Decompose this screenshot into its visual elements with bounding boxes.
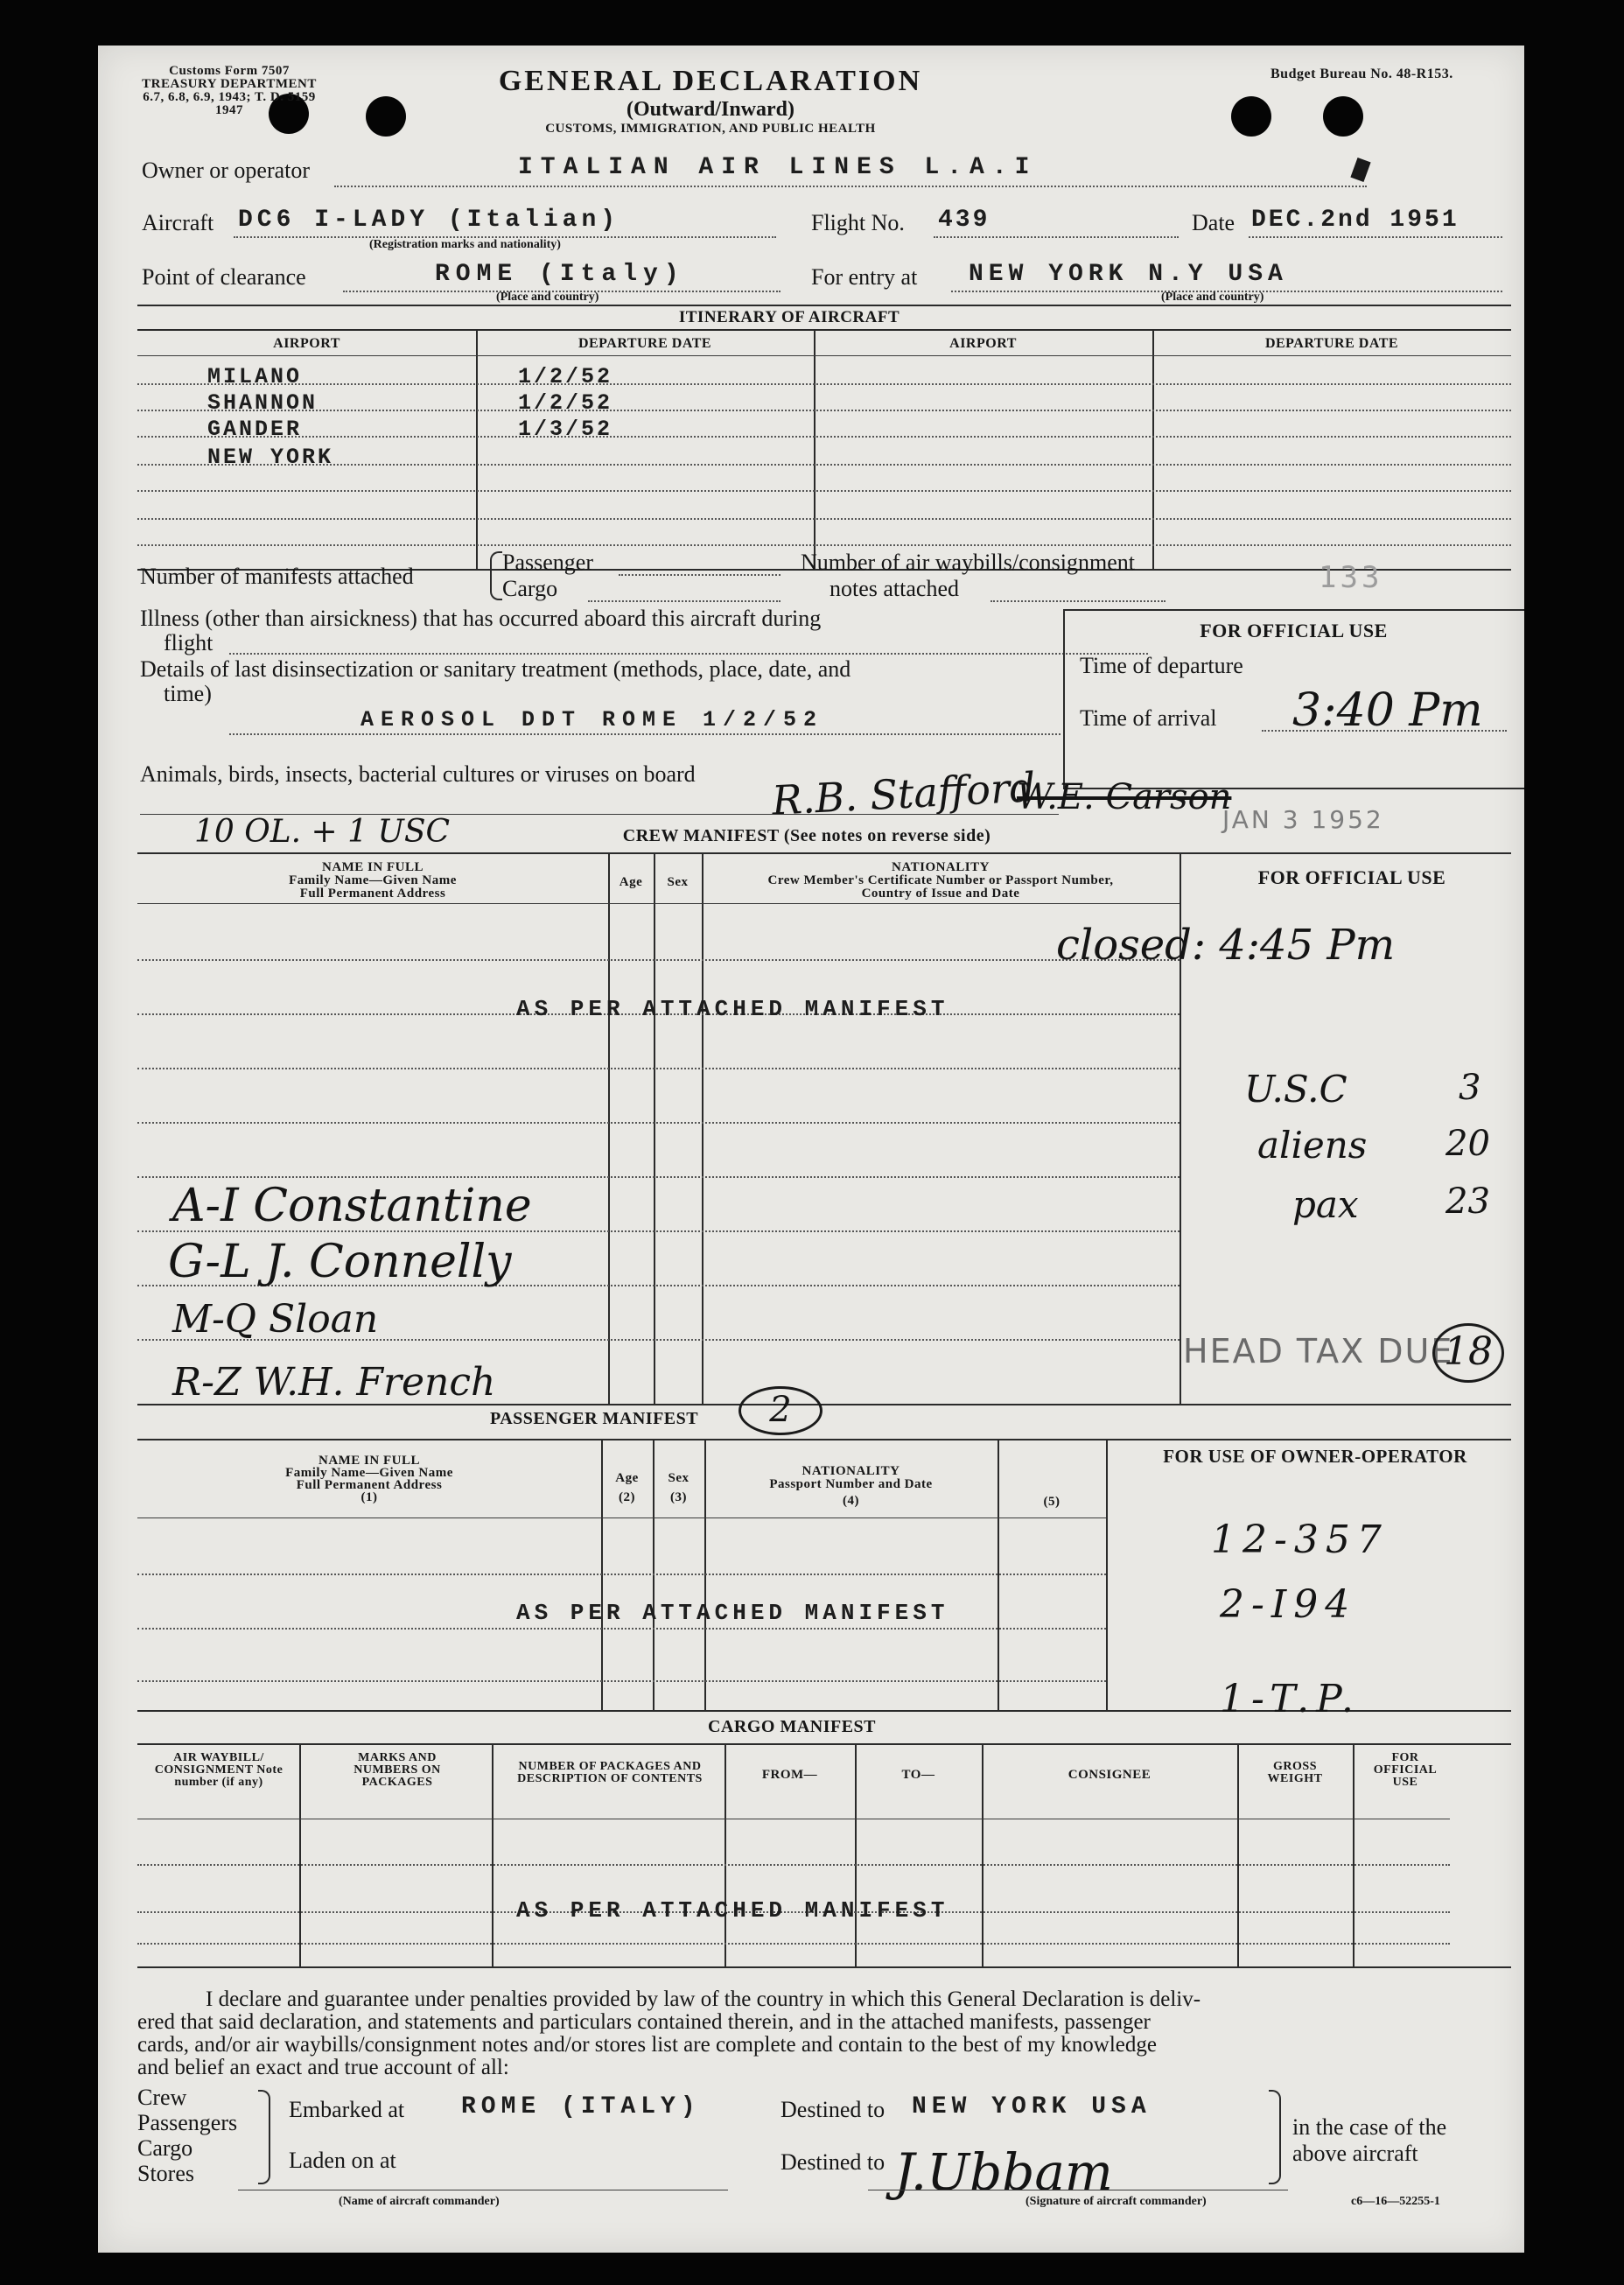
disinsect-line [229,733,1060,735]
itinerary-header-airport: AIRPORT [949,336,1017,351]
declaration-form [98,46,1524,2253]
disinsect-value: AEROSOL DDT ROME 1/2/52 [360,707,824,732]
commander-name-caption: (Name of aircraft commander) [339,2195,500,2208]
declaration-text: I declare and guarantee under penalties provided by law of the country in which this General Declaration is deliv- ered that said declaration, and statements and particulars contained therein, and in the attached manifests, passenger cards, and/or air waybills/consignment notes and/or stores list are complete and contain to the best of my knowledge and belief an exact and true account of all: [137,1987,1201,2079]
crew-signature-2: G-L J. Connelly [168,1236,512,1288]
cargo-col [1237,1743,1239,1966]
itinerary-airport-2: SHANNON [207,390,318,416]
passenger-header-nationality: NATIONALITY Passport Number and Date (4) [769,1464,933,1508]
crew-signature-1: A-I Constantine [172,1180,532,1232]
itinerary-row-line [137,544,1511,546]
illness-line [229,653,1148,655]
passenger-header-line [137,1517,1106,1518]
itinerary-date-2: 1/2/52 [518,390,613,416]
laden-label: Laden on at [289,2148,396,2173]
flight-label: Flight No. [811,210,905,235]
flight-value: 439 [938,207,990,234]
crew-header-nationality: NATIONALITY Crew Member's Certificate Number or Passport Number, Country of Issue and Date [767,860,1114,901]
entry-label: For entry at [811,264,918,290]
note-left: 10 OL. + 1 USC [194,814,451,850]
clearance-label: Point of clearance [142,264,306,290]
cargo-manifest-title: CARGO MANIFEST [708,1717,877,1736]
official-use-title: FOR OFFICIAL USE [1200,620,1388,641]
waybills-label: Number of air waybills/consignment [801,550,1135,575]
crew-col [702,852,704,1404]
cargo-body: AS PER ATTACHED MANIFEST [516,1897,949,1924]
passenger-col [1106,1439,1108,1710]
cargo-row [137,1943,1450,1945]
date-label: Date [1192,210,1236,235]
owner-line [334,186,1367,187]
clearance-value: ROME (Italy) [435,261,685,288]
cargo-col [299,1743,301,1966]
budget-number: Budget Bureau No. 48-R153. [1270,67,1453,81]
punch-hole [1323,96,1363,137]
itinerary-date-1: 1/2/52 [518,364,613,389]
passenger-body: AS PER ATTACHED MANIFEST [516,1600,949,1626]
crew-header-age: Age [619,875,643,889]
aircraft-value: DC6 I-LADY (Italian) [238,207,620,234]
crew-official-use: FOR OFFICIAL USE [1257,866,1446,888]
arrival-time-value: 3:40 Pm [1292,684,1483,737]
cargo-row [137,1864,1450,1866]
head-tax-value: 18 [1432,1323,1504,1383]
usc-count-label: U.S.C [1244,1068,1348,1111]
passenger-top [137,1439,1511,1440]
itinerary-col [1152,329,1154,569]
itinerary-row-line [137,490,1511,492]
crew-row [137,1122,1180,1124]
cargo-header-from: FROM— [761,1768,818,1782]
cargo-header-packages: NUMBER OF PACKAGES AND DESCRIPTION OF CONTENTS [517,1760,703,1785]
passenger-row [137,1680,1106,1682]
itinerary-col [814,329,816,569]
cargo-col [492,1743,494,1966]
pax-count: 23 [1446,1181,1490,1222]
crew-signature-3: M-Q Sloan [172,1297,379,1342]
crew-col [654,852,655,1404]
closed-time: closed: 4:45 Pm [1056,921,1396,970]
stamp-number: 133 [1319,560,1383,595]
passenger-header-age: Age (2) [615,1471,639,1504]
entry-value: NEW YORK N.Y USA [969,261,1288,288]
itinerary-top2 [137,329,1511,331]
punch-hole [366,96,406,137]
illness-label-2: flight [164,630,214,655]
itinerary-row-line [137,410,1511,411]
pax-label: pax [1292,1183,1359,1226]
crew-row [137,1068,1180,1069]
itinerary-header-date: DEPARTURE DATE [578,336,712,351]
ink-mark [1350,158,1370,182]
cargo-header-to: TO— [901,1768,935,1782]
manifests-line [619,574,780,576]
categories-bracket [258,2090,270,2184]
passenger-header-sex: Sex (3) [668,1471,690,1504]
manifests-line [588,600,780,602]
itinerary-row-line [137,464,1511,466]
clearance-note: (Place and country) [496,291,599,304]
print-code: c6—16—52255-1 [1351,2195,1440,2208]
punch-hole [1231,96,1271,137]
form-title: GENERAL DECLARATION (Outward/Inward) CUSTOMS, IMMIGRATION, AND PUBLIC HEALTH [483,65,938,137]
aliens-label: aliens [1257,1124,1368,1167]
itinerary-header-airport: AIRPORT [273,336,340,351]
crew-col [608,852,610,1404]
crew-row [137,1176,1180,1178]
passenger-row [137,1574,1106,1575]
case-bracket [1269,2090,1281,2184]
in-case-text: in the case of the above aircraft [1292,2114,1447,2166]
owner-number-3: 1-T.P. [1220,1677,1361,1721]
destined-value: NEW YORK USA [912,2093,1152,2120]
disinsect-label-2: time) [164,681,212,706]
itinerary-header-date: DEPARTURE DATE [1264,336,1399,351]
crew-signature-4: R-Z W.H. French [172,1360,496,1405]
passenger-manifest-title: PASSENGER MANIFEST [490,1409,699,1428]
itinerary-row-line [137,383,1511,385]
stamp-date: JAN 3 1952 [1222,805,1384,834]
cargo-header-waybill: AIR WAYBILL/ CONSIGNMENT Note number (if any) [154,1751,284,1789]
aircraft-note: (Registration marks and nationality) [369,238,561,251]
date-line [1249,236,1502,238]
aircraft-label: Aircraft [142,210,214,235]
commander-signature: J.Ubbam [894,2142,1113,2202]
date-value: DEC.2nd 1951 [1251,207,1460,234]
manifests-cargo: Cargo [502,576,558,601]
illness-label: Illness (other than airsickness) that has occurred aboard this aircraft during [140,606,822,631]
itinerary-row-line [137,518,1511,520]
departure-time-label: Time of departure [1080,653,1243,678]
owner-value: ITALIAN AIR LINES L.A.I [518,154,1038,181]
arrival-time-label: Time of arrival [1080,705,1217,731]
itinerary-row-line [137,355,1511,356]
form-number: Customs Form 7507 TREASURY DEPARTMENT 6.7, 6.8, 6.9, 1943; T. D. 5159 1947 [142,64,317,117]
cargo-header-consignee: CONSIGNEE [1068,1768,1152,1782]
declaration-categories: Crew Passengers Cargo Stores [137,2085,238,2186]
crew-header-line [137,903,1180,904]
passenger-header-col5: (5) [1043,1495,1060,1509]
cargo-header-official: FOR OFFICIAL USE [1373,1751,1438,1789]
itinerary-airport-3: GANDER [207,417,303,442]
owner-number-1: 12-357 [1211,1517,1389,1562]
passenger-header-name: NAME IN FULL Family Name—Given Name Full Permanent Address (1) [285,1454,453,1504]
manifests-label: Number of manifests attached [140,564,414,589]
usc-count: 3 [1459,1068,1481,1108]
itinerary-title: ITINERARY OF AIRCRAFT [678,308,900,326]
owner-number-2: 2-I94 [1220,1582,1357,1627]
head-tax-stamp: HEAD TAX DUE [1183,1332,1454,1370]
signature-top-crossed: W.E. Carson [1017,777,1232,817]
itinerary-airport-4: NEW YORK [207,445,334,470]
crew-header-name: NAME IN FULL Family Name—Given Name Full Permanent Address [289,860,457,901]
aliens-count: 20 [1446,1124,1490,1164]
crew-manifest-title: CREW MANIFEST (See notes on reverse side) [622,826,991,845]
owner-label: Owner or operator [142,158,311,183]
waybills-line [990,600,1166,602]
cargo-header-weight: GROSS WEIGHT [1267,1760,1323,1785]
embarked-value: ROME (ITALY) [461,2093,701,2120]
crew-header-sex: Sex [667,875,689,889]
page-title: GENERAL DECLARATION [498,65,923,97]
crew-body: AS PER ATTACHED MANIFEST [516,996,949,1022]
destined-label: Destined to [780,2097,886,2122]
commander-sig-caption: (Signature of aircraft commander) [1026,2195,1207,2208]
cargo-bottom [137,1966,1511,1968]
passenger-circle: 2 [738,1386,822,1435]
waybills-label-2: notes attached [830,576,959,601]
itinerary-col [476,329,478,569]
cargo-top [137,1743,1511,1745]
itinerary-row-line [137,436,1511,438]
crew-top [137,852,1511,854]
itinerary-airport-1: MILANO [207,364,303,389]
cargo-header-marks: MARKS AND NUMBERS ON PACKAGES [354,1751,441,1789]
flight-line [934,236,1179,238]
animals-label: Animals, birds, insects, bacterial cultures or viruses on board [140,761,696,787]
itinerary-date-3: 1/3/52 [518,417,613,442]
destined-label-2: Destined to [780,2149,886,2175]
manifests-passenger: Passenger [502,550,593,575]
manifests-bracket [490,551,502,600]
disinsect-label: Details of last disinsectization or sanitary treatment (methods, place, date, and [140,656,851,682]
crew-row [137,959,1180,961]
cargo-col [1353,1743,1354,1966]
passenger-row [137,1628,1106,1630]
signature-top: R.B. Stafford [770,763,1037,824]
itinerary-top [137,305,1511,306]
owner-operator-use: FOR USE OF OWNER-OPERATOR [1163,1446,1467,1467]
embarked-label: Embarked at [289,2097,405,2122]
entry-note: (Place and country) [1161,291,1264,304]
